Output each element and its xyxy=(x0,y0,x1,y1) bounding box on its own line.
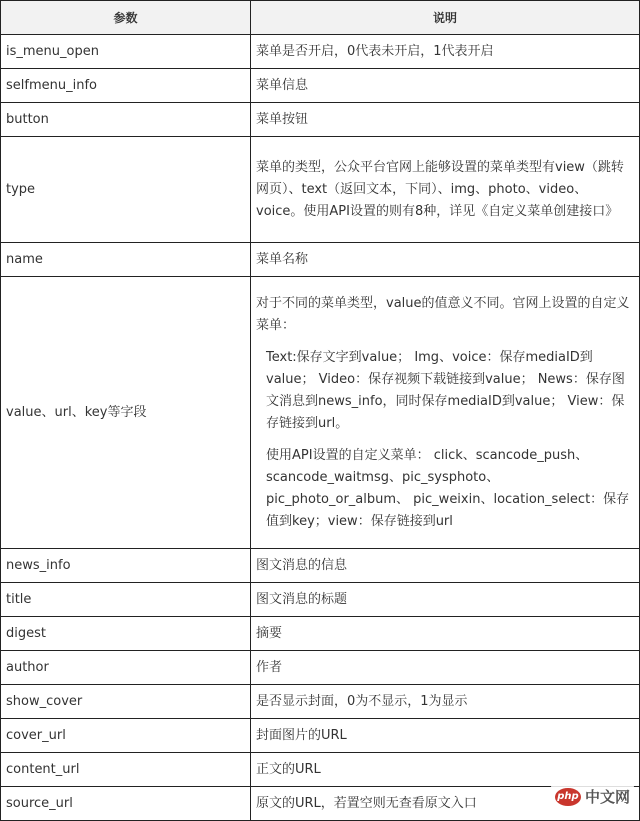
table-row xyxy=(1,69,640,103)
table-row xyxy=(1,35,640,69)
table-header-row xyxy=(1,1,640,35)
table-row xyxy=(1,549,640,583)
param-desc: 封面图片的URL xyxy=(251,719,640,753)
param-desc: 菜单的类型，公众平台官网上能够设置的菜单类型有view（跳转网页）、text（返回文本，下同）、img、photo、video、voice。使用API设置的则有8种，详见《自定义菜单创建接口》 xyxy=(251,137,640,243)
table-row xyxy=(1,137,640,243)
param-name: name xyxy=(1,243,251,277)
param-desc: 菜单是否开启，0代表未开启，1代表开启 xyxy=(251,35,640,69)
param-name: is_menu_open xyxy=(1,35,251,69)
param-desc: 菜单名称 xyxy=(251,243,640,277)
param-name: type xyxy=(1,137,251,243)
param-name: cover_url xyxy=(1,719,251,753)
param-desc-multi xyxy=(251,277,640,549)
param-name: source_url xyxy=(1,787,251,821)
param-name: title xyxy=(1,583,251,617)
param-desc: 摘要 xyxy=(251,617,640,651)
header-desc: 说明 xyxy=(251,1,640,35)
table-row xyxy=(1,685,640,719)
param-desc: 原文的URL，若置空则无查看原文入口 xyxy=(251,787,640,821)
table-row xyxy=(1,617,640,651)
table-row xyxy=(1,583,640,617)
table-row xyxy=(1,243,640,277)
desc-paragraph: 对于不同的菜单类型，value的值意义不同。官网上设置的自定义菜单： xyxy=(256,295,630,333)
param-desc: 作者 xyxy=(251,651,640,685)
table-row xyxy=(1,277,640,549)
table-row xyxy=(1,103,640,137)
param-desc: 图文消息的信息 xyxy=(251,549,640,583)
param-desc: 是否显示封面，0为不显示，1为显示 xyxy=(251,685,640,719)
param-desc: 菜单信息 xyxy=(251,69,640,103)
table-row xyxy=(1,787,640,821)
param-desc: 正文的URL xyxy=(251,753,640,787)
param-desc: 图文消息的标题 xyxy=(251,583,640,617)
param-name: value、url、key等字段 xyxy=(1,277,251,549)
param-desc: 菜单按钮 xyxy=(251,103,640,137)
param-name: author xyxy=(1,651,251,685)
watermark xyxy=(551,784,634,809)
table-row xyxy=(1,753,640,787)
table-row xyxy=(1,651,640,685)
param-name: content_url xyxy=(1,753,251,787)
table-row xyxy=(1,719,640,753)
header-param: 参数 xyxy=(1,1,251,35)
desc-paragraph: 使用API设置的自定义菜单： click、scancode_push、scancode_waitmsg、pic_sysphoto、pic_photo_or_album、 pic_weixin、location_select：保存值到key；view：保存链接到url xyxy=(266,447,630,529)
watermark-text: 中文网 xyxy=(584,788,630,806)
param-name: news_info xyxy=(1,549,251,583)
param-name: selfmenu_info xyxy=(1,69,251,103)
param-name: show_cover xyxy=(1,685,251,719)
param-name: button xyxy=(1,103,251,137)
php-logo-icon: php xyxy=(555,788,581,806)
param-name: digest xyxy=(1,617,251,651)
desc-paragraph: Text:保存文字到value； Img、voice：保存mediaID到value； Video：保存视频下载链接到value； News：保存图文消息到news_info，同时保存mediaID到value； View：保存链接到url。 xyxy=(266,349,625,431)
